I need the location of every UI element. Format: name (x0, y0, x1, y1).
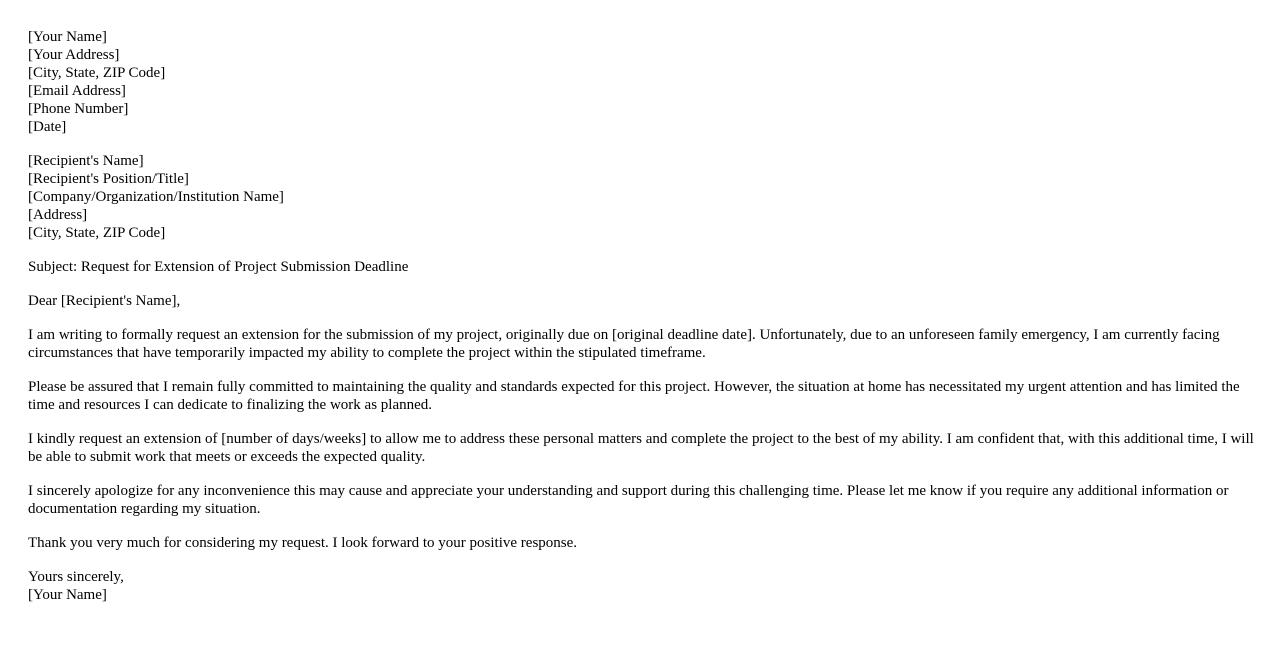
body-paragraph: I kindly request an extension of [number of days/weeks] to allow me to address these personal matters and complete the project to the best of my ability. I am confident that, with this additional time, I will be able to submit work that meets or exceeds the expected quality. (28, 431, 1254, 465)
sender-city-state-zip: [City, State, ZIP Code] (28, 65, 166, 81)
body-paragraph: I am writing to formally request an extension for the submission of my project, originally due on [original deadline date]. Unfortunately, due to an unforeseen family emergency, I am currently facing circumstances that have temporarily impacted my ability to complete the project within the stipulated timeframe. (28, 327, 1220, 361)
letter-date: [Date] (28, 119, 67, 135)
recipient-position: [Recipient's Position/Title] (28, 171, 189, 187)
salutation: Dear [Recipient's Name], (28, 293, 181, 309)
sender-address: [Your Address] (28, 47, 120, 63)
letter-body (28, 28, 1256, 620)
sender-email: [Email Address] (28, 83, 126, 99)
recipient-address-block (28, 152, 1256, 242)
closing: Yours sincerely, (28, 569, 124, 585)
recipient-address: [Address] (28, 207, 88, 223)
sender-name: [Your Name] (28, 29, 107, 45)
signature-name: [Your Name] (28, 587, 107, 603)
body-paragraph: I sincerely apologize for any inconvenience this may cause and appreciate your understanding and support during this challenging time. Please let me know if you require any additional information or documentation regarding my situation. (28, 483, 1229, 517)
recipient-city-state-zip: [City, State, ZIP Code] (28, 225, 166, 241)
body-paragraph: Thank you very much for considering my request. I look forward to your positive response. (28, 535, 578, 551)
sender-phone: [Phone Number] (28, 101, 129, 117)
recipient-name: [Recipient's Name] (28, 153, 144, 169)
sender-address-block (28, 28, 1256, 136)
signature-block (28, 568, 1256, 604)
subject-line: Subject: Request for Extension of Project Submission Deadline (28, 259, 409, 275)
body-paragraph: Please be assured that I remain fully committed to maintaining the quality and standards expected for this project. However, the situation at home has necessitated my urgent attention and has limited the time and resources I can dedicate to finalizing the work as planned. (28, 379, 1240, 413)
recipient-organization: [Company/Organization/Institution Name] (28, 189, 284, 205)
